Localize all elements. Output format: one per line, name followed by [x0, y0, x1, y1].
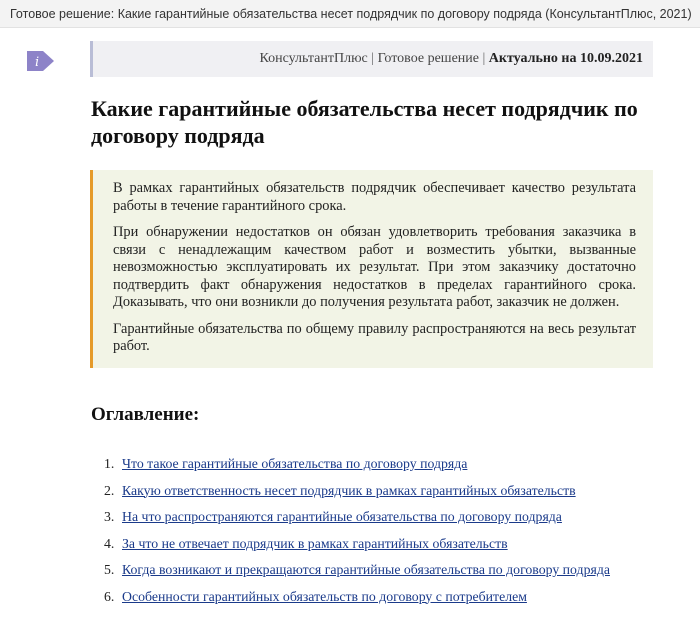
toc-item-number: 3.: [104, 509, 115, 524]
document-header: [90, 41, 653, 77]
toc-heading: Оглавление:: [91, 404, 200, 425]
toc-item: [104, 481, 610, 508]
doc-type-label: Готовое решение: [377, 51, 479, 66]
info-icon[interactable]: [27, 51, 55, 71]
toc-link-scope[interactable]: На что распространяются гарантийные обязательства по договору подряда: [122, 509, 562, 524]
summary-paragraph: Гарантийные обязательства по общему правилу распространяются на весь результат работ.: [113, 320, 636, 354]
toc-item-number: 4.: [104, 535, 115, 551]
toc-link-consumer[interactable]: Особенности гарантийных обязательств по договору с потребителем: [122, 588, 527, 604]
toc-item-number: 5.: [104, 562, 115, 577]
summary-paragraph: В рамках гарантийных обязательств подрядчик обеспечивает качество результата работы в течение гарантийного срока.: [113, 180, 636, 214]
toc-item: [104, 507, 610, 534]
svg-text:i: i: [35, 55, 40, 70]
toc-item-number: 6.: [104, 588, 115, 604]
toc-item: [104, 587, 610, 614]
toc-link-definition[interactable]: Что такое гарантийные обязательства по договору подряда: [122, 456, 468, 471]
toc-item-number: 1.: [104, 456, 115, 471]
page-title: Какие гарантийные обязательства несет подрядчик по договору подряда: [91, 96, 638, 148]
header-separator: |: [478, 51, 489, 66]
actual-date-label: Актуально на 10.09.2021: [488, 51, 643, 66]
toc-item: [104, 454, 610, 481]
window-title: Готовое решение: Какие гарантийные обязательства несет подрядчик по договору подряда (КонсультантПлюс, 2021): [0, 0, 700, 28]
table-of-contents: [104, 454, 610, 613]
summary-box: [90, 170, 653, 368]
summary-paragraph: При обнаружении недостатков он обязан удовлетворить требования заказчика в связи с ненадлежащим качеством работ и возместить убытки, вызванные невозможностью эксплуатировать их результат. При этом заказчику достаточно подтвердить факт обнаружения недостатков в пределах гарантийного срока. Доказывать, что они возникли до получения результата работ, заказчик не должен.: [113, 224, 636, 310]
toc-item: [104, 534, 610, 561]
toc-link-liability[interactable]: Какую ответственность несет подрядчик в рамках гарантийных обязательств: [122, 482, 576, 498]
toc-item: [104, 560, 610, 587]
toc-link-term[interactable]: Когда возникают и прекращаются гарантийные обязательства по договору подряда: [122, 562, 610, 577]
source-label: КонсультантПлюс: [259, 51, 368, 66]
header-separator: |: [367, 51, 378, 66]
toc-item-number: 2.: [104, 482, 115, 498]
toc-link-exclusions[interactable]: За что не отвечает подрядчик в рамках гарантийных обязательств: [122, 535, 508, 551]
